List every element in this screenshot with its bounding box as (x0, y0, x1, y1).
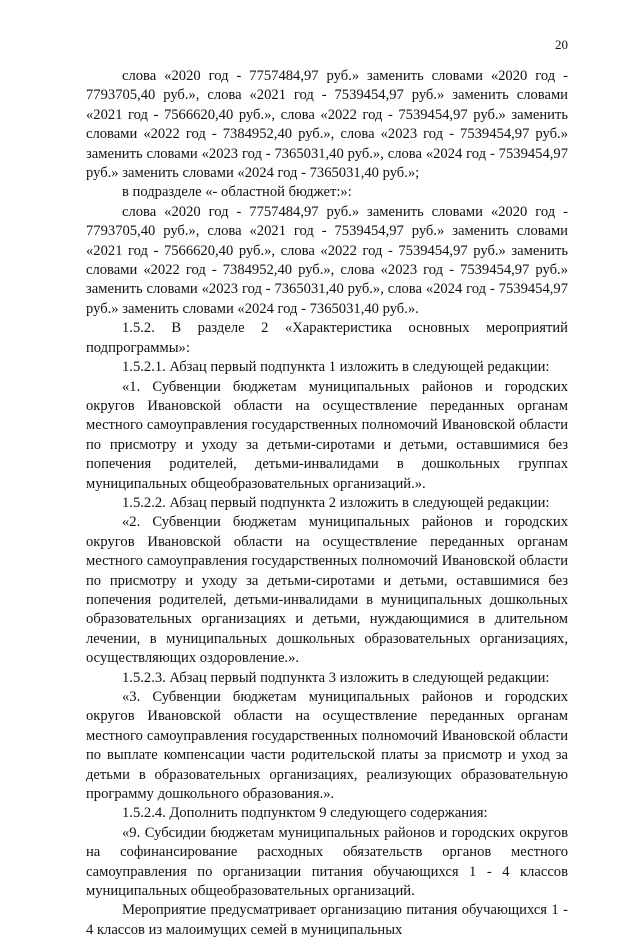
paragraph-subvention-3: «3. Субвенции бюджетам муниципальных районов и городских округов Ивановской области на осуществление переданных органам местного самоуправления государственных полномочий Ивановской области по выплате компенсации части родительской платы за присмотр и уход за детьми в образовательных организациях, реализующих образовательную программу дошкольного образования.». (86, 689, 568, 803)
paragraph-section-1-5-2-2: 1.5.2.2. Абзац первый подпункта 2 изложить в следующей редакции: (122, 494, 550, 511)
paragraph-section-1-5-2-4: 1.5.2.4. Дополнить подпунктом 9 следующего содержания: (122, 805, 488, 822)
paragraph-subvention-1: «1. Субвенции бюджетам муниципальных районов и городских округов Ивановской области на осуществление переданных органам местного самоуправления государственных полномочий Ивановской области по присмотру и уходу за детьми-сиротами и детьми, оставшимися без попечения родителей, детьми-инвалидами в дошкольных группах муниципальных общеобразовательных организаций.». (86, 378, 568, 492)
document-body (86, 67, 568, 940)
paragraph-section-1-5-2: 1.5.2. В разделе 2 «Характеристика основных мероприятий подпрограммы»: (86, 320, 568, 356)
paragraph-regional-budget-replacements: слова «2020 год - 7757484,97 руб.» заменить словами «2020 год - 7793705,40 руб.», слова «2021 год - 7539454,97 руб.» заменить словами «2021 год - 7566620,40 руб.», слова «2022 год - 7539454,97 руб.» заменить словами «2022 год - 7384952,40 руб.», слова «2023 год - 7539454,97 руб.» заменить словами «2023 год - 7365031,40 руб.», слова «2024 год - 7539454,97 руб.» заменить словами «2024 год - 7365031,40 руб.». (86, 203, 568, 317)
paragraph-budget-total-replacements: слова «2020 год - 7757484,97 руб.» заменить словами «2020 год - 7793705,40 руб.», слова «2021 год - 7539454,97 руб.» заменить словами «2021 год - 7566620,40 руб.», слова «2022 год - 7539454,97 руб.» заменить словами «2022 год - 7384952,40 руб.», слова «2023 год - 7539454,97 руб.» заменить словами «2023 год - 7365031,40 руб.», слова «2024 год - 7539454,97 руб.» заменить словами «2024 год - 7365031,40 руб.»; (86, 68, 568, 182)
paragraph-measure-description: Мероприятие предусматривает организацию питания обучающихся 1 - 4 классов из малоимущих семей в муниципальных (86, 902, 568, 938)
paragraph-section-1-5-2-3: 1.5.2.3. Абзац первый подпункта 3 изложить в следующей редакции: (122, 669, 550, 686)
page-number: 20 (555, 37, 568, 52)
paragraph-subsidy-9: «9. Субсидии бюджетам муниципальных районов и городских округов на софинансирование расходных обязательств органов местного самоуправления по организации питания обучающихся 1 - 4 классов муниципальных общеобразовательных организаций. (86, 824, 568, 900)
paragraph-regional-budget-heading: в подразделе «- областной бюджет:»: (122, 184, 352, 201)
paragraph-subvention-2: «2. Субвенции бюджетам муниципальных районов и городских округов Ивановской области на осуществление переданных органам местного самоуправления государственных полномочий Ивановской области по присмотру и уходу за детьми-сиротами и детьми, оставшимися без попечения родителей, детьми-инвалидами в муниципальных дошкольных образовательных организациях и детьми, нуждающимися в длительном лечении, в муниципальных дошкольных образовательных организациях, осуществляющих оздоровление.». (86, 514, 568, 667)
paragraph-section-1-5-2-1: 1.5.2.1. Абзац первый подпункта 1 изложить в следующей редакции: (122, 359, 550, 376)
